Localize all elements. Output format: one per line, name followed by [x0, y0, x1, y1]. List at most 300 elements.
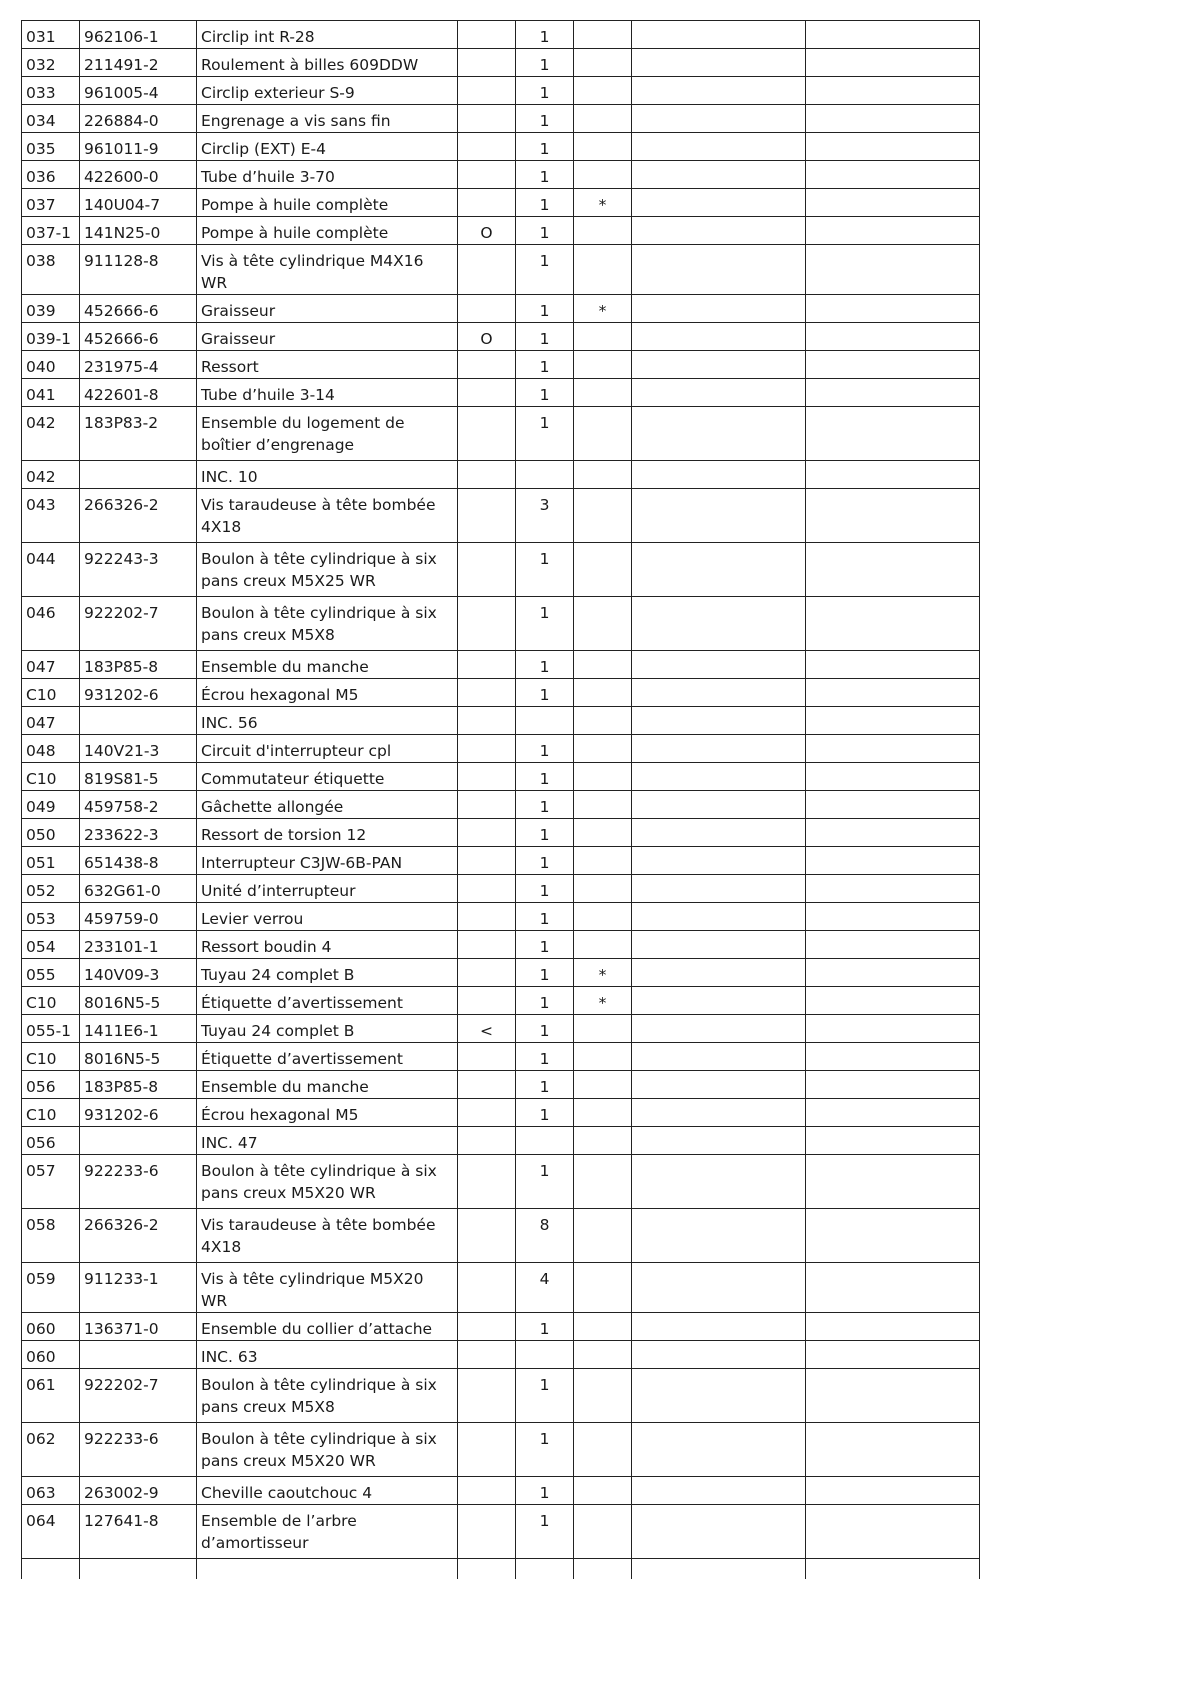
quantity-cell: 4 — [516, 1263, 574, 1313]
part-number-cell: 922202-7 — [80, 1369, 197, 1423]
part-number-cell: 263002-9 — [80, 1477, 197, 1505]
quantity-cell — [516, 1559, 574, 1579]
part-number-cell — [80, 461, 197, 489]
table-row — [22, 161, 980, 189]
option-cell — [458, 1341, 516, 1369]
part-number-cell: 459759-0 — [80, 903, 197, 931]
part-number-cell: 140V09-3 — [80, 959, 197, 987]
option-cell — [458, 1369, 516, 1423]
description-cell: INC. 56 — [197, 707, 458, 735]
option-cell — [458, 987, 516, 1015]
blank-cell — [632, 1071, 806, 1099]
table-row — [22, 931, 980, 959]
parts-table-body — [22, 21, 980, 1579]
note-cell — [574, 407, 632, 461]
blank-cell — [806, 1313, 980, 1341]
quantity-cell: 1 — [516, 133, 574, 161]
note-cell — [574, 351, 632, 379]
note-cell — [574, 323, 632, 351]
table-row — [22, 543, 980, 597]
quantity-cell: 1 — [516, 1099, 574, 1127]
description-cell: Graisseur — [197, 323, 458, 351]
description-cell: Ensemble du manche — [197, 651, 458, 679]
description-cell: Tuyau 24 complet B — [197, 959, 458, 987]
blank-cell — [632, 1263, 806, 1313]
description-cell: Tube d’huile 3-70 — [197, 161, 458, 189]
part-number-cell: 183P85-8 — [80, 1071, 197, 1099]
note-cell — [574, 679, 632, 707]
part-number-cell: 459758-2 — [80, 791, 197, 819]
description-cell: Tube d’huile 3-14 — [197, 379, 458, 407]
ref-number-cell: 042 — [22, 407, 80, 461]
option-cell — [458, 543, 516, 597]
blank-cell — [632, 461, 806, 489]
option-cell: O — [458, 217, 516, 245]
part-number-cell: 962106-1 — [80, 21, 197, 49]
blank-cell — [806, 1341, 980, 1369]
blank-cell — [632, 1015, 806, 1043]
blank-cell — [632, 77, 806, 105]
note-cell — [574, 1313, 632, 1341]
note-cell — [574, 543, 632, 597]
table-row — [22, 1369, 980, 1423]
table-row — [22, 49, 980, 77]
note-cell — [574, 245, 632, 295]
note-cell — [574, 21, 632, 49]
quantity-cell — [516, 1127, 574, 1155]
option-cell: O — [458, 323, 516, 351]
blank-cell — [632, 1341, 806, 1369]
blank-cell — [806, 217, 980, 245]
blank-cell — [632, 1369, 806, 1423]
blank-cell — [632, 1559, 806, 1579]
blank-cell — [632, 49, 806, 77]
ref-number-cell: 038 — [22, 245, 80, 295]
ref-number-cell: 042 — [22, 461, 80, 489]
blank-cell — [806, 1369, 980, 1423]
blank-cell — [806, 1263, 980, 1313]
note-cell — [574, 1155, 632, 1209]
option-cell — [458, 1477, 516, 1505]
table-row — [22, 707, 980, 735]
description-cell: Vis taraudeuse à tête bombée 4X18 — [197, 489, 458, 543]
option-cell — [458, 931, 516, 959]
ref-number-cell: 058 — [22, 1209, 80, 1263]
quantity-cell: 1 — [516, 987, 574, 1015]
blank-cell — [806, 1043, 980, 1071]
ref-number-cell: 039 — [22, 295, 80, 323]
option-cell — [458, 1559, 516, 1579]
description-cell: Vis taraudeuse à tête bombée 4X18 — [197, 1209, 458, 1263]
blank-cell — [632, 105, 806, 133]
parts-table — [21, 20, 980, 1579]
ref-number-cell: 047 — [22, 707, 80, 735]
description-cell: Circlip int R-28 — [197, 21, 458, 49]
description-cell: Pompe à huile complète — [197, 189, 458, 217]
ref-number-cell: 063 — [22, 1477, 80, 1505]
blank-cell — [632, 707, 806, 735]
blank-cell — [632, 323, 806, 351]
ref-number-cell: 049 — [22, 791, 80, 819]
option-cell — [458, 77, 516, 105]
description-cell: Roulement à billes 609DDW — [197, 49, 458, 77]
quantity-cell: 1 — [516, 1505, 574, 1559]
table-row — [22, 791, 980, 819]
ref-number-cell: 052 — [22, 875, 80, 903]
quantity-cell: 1 — [516, 379, 574, 407]
quantity-cell: 1 — [516, 903, 574, 931]
note-cell — [574, 1505, 632, 1559]
blank-cell — [806, 543, 980, 597]
quantity-cell: 1 — [516, 763, 574, 791]
option-cell — [458, 1127, 516, 1155]
table-row — [22, 959, 980, 987]
option-cell — [458, 379, 516, 407]
ref-number-cell: 062 — [22, 1423, 80, 1477]
quantity-cell: 1 — [516, 1155, 574, 1209]
blank-cell — [632, 791, 806, 819]
description-cell: Graisseur — [197, 295, 458, 323]
blank-cell — [806, 1071, 980, 1099]
part-number-cell: 922233-6 — [80, 1423, 197, 1477]
blank-cell — [632, 295, 806, 323]
description-cell: Ensemble du logement de boîtier d’engrenage — [197, 407, 458, 461]
ref-number-cell: 037-1 — [22, 217, 80, 245]
note-cell — [574, 1209, 632, 1263]
blank-cell — [806, 407, 980, 461]
quantity-cell: 1 — [516, 161, 574, 189]
blank-cell — [632, 847, 806, 875]
description-cell: Levier verrou — [197, 903, 458, 931]
blank-cell — [632, 1505, 806, 1559]
note-cell — [574, 1559, 632, 1579]
blank-cell — [806, 931, 980, 959]
ref-number-cell — [22, 1559, 80, 1579]
table-row — [22, 21, 980, 49]
note-cell — [574, 49, 632, 77]
blank-cell — [632, 959, 806, 987]
quantity-cell: 1 — [516, 1477, 574, 1505]
ref-number-cell: 051 — [22, 847, 80, 875]
description-cell: Écrou hexagonal M5 — [197, 1099, 458, 1127]
table-row — [22, 1263, 980, 1313]
ref-number-cell: 036 — [22, 161, 80, 189]
part-number-cell: 422601-8 — [80, 379, 197, 407]
blank-cell — [806, 1477, 980, 1505]
description-cell: Vis à tête cylindrique M5X20 WR — [197, 1263, 458, 1313]
option-cell — [458, 1505, 516, 1559]
part-number-cell: 632G61-0 — [80, 875, 197, 903]
blank-cell — [632, 931, 806, 959]
note-cell — [574, 217, 632, 245]
note-cell — [574, 1127, 632, 1155]
part-number-cell: 127641-8 — [80, 1505, 197, 1559]
table-row — [22, 133, 980, 161]
part-number-cell: 922233-6 — [80, 1155, 197, 1209]
blank-cell — [806, 461, 980, 489]
description-cell: Ensemble du manche — [197, 1071, 458, 1099]
note-cell — [574, 707, 632, 735]
table-row — [22, 217, 980, 245]
quantity-cell: 1 — [516, 245, 574, 295]
table-row — [22, 903, 980, 931]
description-cell: Boulon à tête cylindrique à six pans creux M5X8 — [197, 597, 458, 651]
table-row — [22, 1015, 980, 1043]
blank-cell — [632, 1209, 806, 1263]
blank-cell — [806, 651, 980, 679]
blank-cell — [632, 735, 806, 763]
blank-cell — [806, 379, 980, 407]
ref-number-cell: C10 — [22, 1043, 80, 1071]
quantity-cell: 1 — [516, 1071, 574, 1099]
option-cell — [458, 105, 516, 133]
option-cell — [458, 707, 516, 735]
part-number-cell — [80, 1341, 197, 1369]
part-number-cell: 140U04-7 — [80, 189, 197, 217]
description-cell: Ressort — [197, 351, 458, 379]
blank-cell — [632, 651, 806, 679]
blank-cell — [806, 77, 980, 105]
option-cell — [458, 1313, 516, 1341]
table-row — [22, 735, 980, 763]
table-row — [22, 1505, 980, 1559]
ref-number-cell: C10 — [22, 987, 80, 1015]
table-row — [22, 1155, 980, 1209]
ref-number-cell: 055-1 — [22, 1015, 80, 1043]
option-cell — [458, 407, 516, 461]
note-cell — [574, 791, 632, 819]
option-cell — [458, 351, 516, 379]
note-cell — [574, 1015, 632, 1043]
blank-cell — [632, 543, 806, 597]
part-number-cell: 141N25-0 — [80, 217, 197, 245]
blank-cell — [806, 245, 980, 295]
description-cell: Circlip exterieur S-9 — [197, 77, 458, 105]
ref-number-cell: 056 — [22, 1127, 80, 1155]
quantity-cell: 1 — [516, 847, 574, 875]
option-cell: < — [458, 1015, 516, 1043]
option-cell — [458, 21, 516, 49]
description-cell: INC. 10 — [197, 461, 458, 489]
option-cell — [458, 875, 516, 903]
quantity-cell: 1 — [516, 77, 574, 105]
quantity-cell: 1 — [516, 49, 574, 77]
option-cell — [458, 1099, 516, 1127]
description-cell: Unité d’interrupteur — [197, 875, 458, 903]
blank-cell — [632, 763, 806, 791]
blank-cell — [806, 597, 980, 651]
note-cell — [574, 133, 632, 161]
part-number-cell: 211491-2 — [80, 49, 197, 77]
blank-cell — [806, 189, 980, 217]
option-cell — [458, 161, 516, 189]
note-cell: * — [574, 959, 632, 987]
part-number-cell: 961011-9 — [80, 133, 197, 161]
ref-number-cell: 053 — [22, 903, 80, 931]
part-number-cell: 911233-1 — [80, 1263, 197, 1313]
quantity-cell: 8 — [516, 1209, 574, 1263]
blank-cell — [632, 1127, 806, 1155]
blank-cell — [806, 707, 980, 735]
option-cell — [458, 959, 516, 987]
option-cell — [458, 133, 516, 161]
blank-cell — [632, 189, 806, 217]
ref-number-cell: 037 — [22, 189, 80, 217]
table-row — [22, 189, 980, 217]
quantity-cell: 1 — [516, 407, 574, 461]
note-cell: * — [574, 189, 632, 217]
blank-cell — [806, 323, 980, 351]
option-cell — [458, 49, 516, 77]
table-row — [22, 1071, 980, 1099]
note-cell — [574, 875, 632, 903]
description-cell: Circuit d'interrupteur cpl — [197, 735, 458, 763]
part-number-cell: 8016N5-5 — [80, 987, 197, 1015]
table-row — [22, 379, 980, 407]
part-number-cell: 266326-2 — [80, 1209, 197, 1263]
ref-number-cell: 059 — [22, 1263, 80, 1313]
quantity-cell: 1 — [516, 105, 574, 133]
note-cell — [574, 379, 632, 407]
table-row — [22, 351, 980, 379]
description-cell: Étiquette d’avertissement — [197, 987, 458, 1015]
note-cell — [574, 1043, 632, 1071]
ref-number-cell: 041 — [22, 379, 80, 407]
description-cell: Cheville caoutchouc 4 — [197, 1477, 458, 1505]
blank-cell — [806, 133, 980, 161]
blank-cell — [632, 875, 806, 903]
description-cell: Pompe à huile complète — [197, 217, 458, 245]
blank-cell — [806, 1099, 980, 1127]
option-cell — [458, 461, 516, 489]
table-row — [22, 679, 980, 707]
blank-cell — [632, 597, 806, 651]
note-cell — [574, 1423, 632, 1477]
blank-cell — [806, 847, 980, 875]
description-cell: Engrenage a vis sans fin — [197, 105, 458, 133]
note-cell — [574, 1099, 632, 1127]
table-row — [22, 1477, 980, 1505]
ref-number-cell: 044 — [22, 543, 80, 597]
ref-number-cell: 047 — [22, 651, 80, 679]
blank-cell — [806, 1505, 980, 1559]
blank-cell — [806, 161, 980, 189]
table-row — [22, 407, 980, 461]
part-number-cell: 922243-3 — [80, 543, 197, 597]
description-cell — [197, 1559, 458, 1579]
table-row — [22, 1043, 980, 1071]
ref-number-cell: 060 — [22, 1341, 80, 1369]
note-cell — [574, 105, 632, 133]
table-row — [22, 597, 980, 651]
description-cell: Boulon à tête cylindrique à six pans creux M5X8 — [197, 1369, 458, 1423]
blank-cell — [632, 407, 806, 461]
note-cell — [574, 903, 632, 931]
part-number-cell: 226884-0 — [80, 105, 197, 133]
option-cell — [458, 1155, 516, 1209]
part-number-cell: 452666-6 — [80, 323, 197, 351]
option-cell — [458, 597, 516, 651]
note-cell: * — [574, 987, 632, 1015]
quantity-cell: 1 — [516, 959, 574, 987]
description-cell: Ensemble de l’arbre d’amortisseur — [197, 1505, 458, 1559]
ref-number-cell: 055 — [22, 959, 80, 987]
quantity-cell: 1 — [516, 597, 574, 651]
note-cell — [574, 931, 632, 959]
table-row — [22, 1127, 980, 1155]
blank-cell — [632, 1043, 806, 1071]
part-number-cell: 931202-6 — [80, 679, 197, 707]
quantity-cell: 1 — [516, 735, 574, 763]
note-cell — [574, 819, 632, 847]
blank-cell — [632, 133, 806, 161]
note-cell — [574, 1341, 632, 1369]
part-number-cell: 819S81-5 — [80, 763, 197, 791]
option-cell — [458, 1209, 516, 1263]
table-row — [22, 987, 980, 1015]
description-cell: INC. 47 — [197, 1127, 458, 1155]
ref-number-cell: 064 — [22, 1505, 80, 1559]
description-cell: Commutateur étiquette — [197, 763, 458, 791]
description-cell: Ressort boudin 4 — [197, 931, 458, 959]
quantity-cell: 1 — [516, 1423, 574, 1477]
description-cell: Ressort de torsion 12 — [197, 819, 458, 847]
option-cell — [458, 1071, 516, 1099]
option-cell — [458, 763, 516, 791]
quantity-cell: 1 — [516, 931, 574, 959]
blank-cell — [806, 987, 980, 1015]
blank-cell — [632, 161, 806, 189]
blank-cell — [806, 1559, 980, 1579]
description-cell: Boulon à tête cylindrique à six pans creux M5X20 WR — [197, 1155, 458, 1209]
table-row — [22, 105, 980, 133]
option-cell — [458, 189, 516, 217]
part-number-cell: 651438-8 — [80, 847, 197, 875]
quantity-cell: 1 — [516, 1313, 574, 1341]
part-number-cell: 1411E6-1 — [80, 1015, 197, 1043]
ref-number-cell: C10 — [22, 763, 80, 791]
quantity-cell: 3 — [516, 489, 574, 543]
blank-cell — [632, 351, 806, 379]
blank-cell — [632, 1155, 806, 1209]
option-cell — [458, 819, 516, 847]
blank-cell — [806, 875, 980, 903]
note-cell — [574, 763, 632, 791]
note-cell — [574, 651, 632, 679]
table-row — [22, 461, 980, 489]
ref-number-cell: 054 — [22, 931, 80, 959]
table-row — [22, 1313, 980, 1341]
ref-number-cell: 060 — [22, 1313, 80, 1341]
description-cell: Boulon à tête cylindrique à six pans creux M5X20 WR — [197, 1423, 458, 1477]
blank-cell — [806, 791, 980, 819]
description-cell: Ensemble du collier d’attache — [197, 1313, 458, 1341]
table-row — [22, 1423, 980, 1477]
blank-cell — [806, 1209, 980, 1263]
note-cell: * — [574, 295, 632, 323]
quantity-cell: 1 — [516, 189, 574, 217]
blank-cell — [806, 21, 980, 49]
part-number-cell: 922202-7 — [80, 597, 197, 651]
blank-cell — [632, 379, 806, 407]
part-number-cell: 266326-2 — [80, 489, 197, 543]
blank-cell — [806, 959, 980, 987]
option-cell — [458, 295, 516, 323]
blank-cell — [806, 1015, 980, 1043]
ref-number-cell: 046 — [22, 597, 80, 651]
quantity-cell: 1 — [516, 651, 574, 679]
quantity-cell — [516, 1341, 574, 1369]
